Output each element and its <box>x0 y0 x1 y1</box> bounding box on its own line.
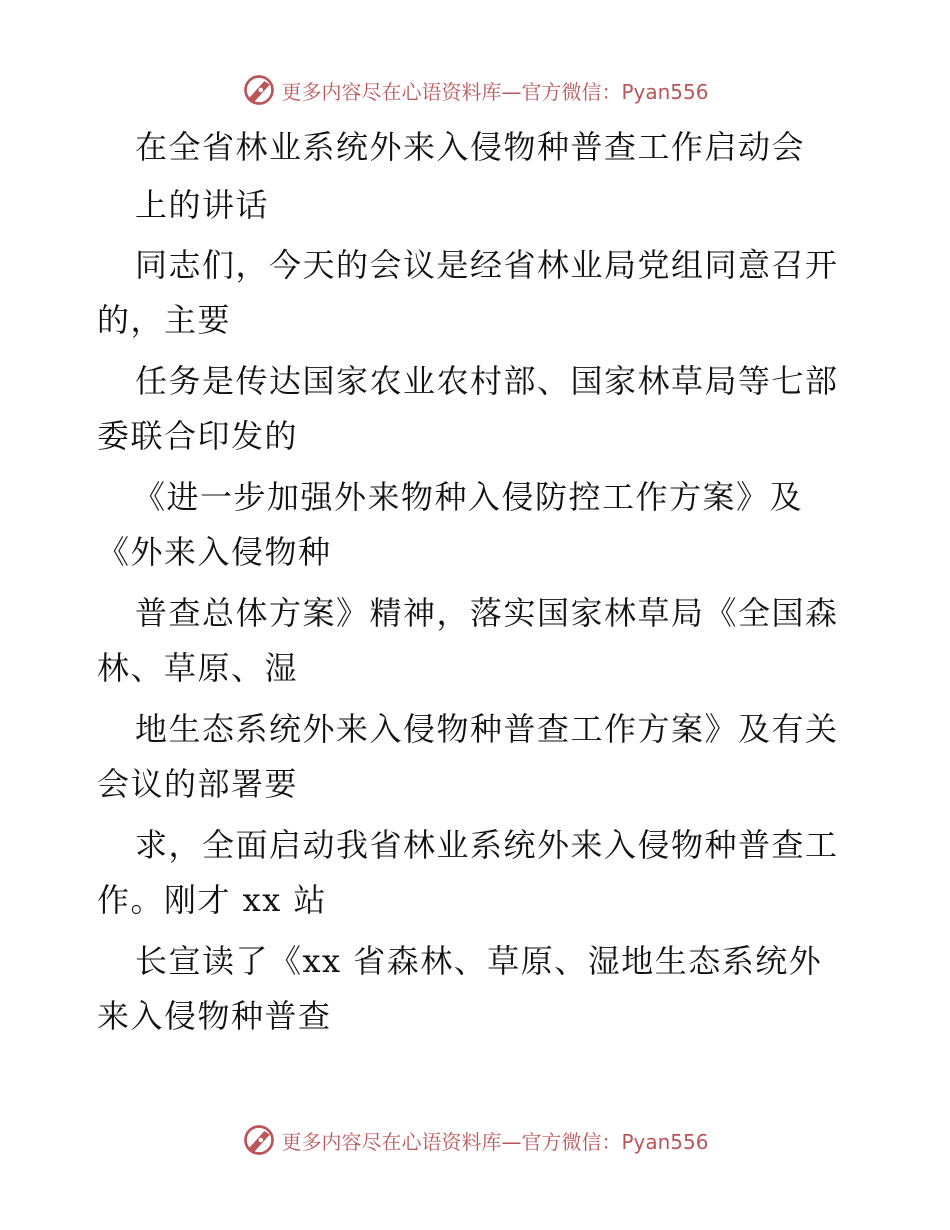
watermark-text: 更多内容尽在心语资料库—官方微信：Pyan556 <box>281 79 709 104</box>
text-line: 长宣读了《xx 省森林、草原、湿地生态系统外 <box>135 942 823 980</box>
text-line: 上的讲话 <box>135 186 270 224</box>
text-line: 林、草原、湿 <box>97 649 299 687</box>
text-line: 任务是传达国家农业农村部、国家林草局等七部 <box>135 362 839 400</box>
text-line: 在全省林业系统外来入侵物种普查工作启动会 <box>135 128 806 166</box>
footer-watermark <box>0 1120 950 1160</box>
text-line: 作。刚才 xx 站 <box>97 881 327 919</box>
watermark-text: 更多内容尽在心语资料库—官方微信：Pyan556 <box>281 1129 709 1154</box>
text-line: 《外来入侵物种 <box>97 533 332 571</box>
pen-nib-logo-icon <box>241 1122 277 1158</box>
text-line: 会议的部署要 <box>97 765 299 803</box>
text-line: 的，主要 <box>97 301 232 339</box>
text-line: 来入侵物种普查 <box>97 997 332 1035</box>
text-line: 普查总体方案》精神，落实国家林草局《全国森 <box>135 594 839 632</box>
text-line: 《进一步加强外来物种入侵防控工作方案》及 <box>133 478 804 516</box>
text-line: 求，全面启动我省林业系统外来入侵物种普查工 <box>135 826 839 864</box>
text-line: 委联合印发的 <box>97 417 299 455</box>
text-line: 地生态系统外来入侵物种普查工作方案》及有关 <box>135 710 839 748</box>
text-line: 同志们，今天的会议是经省林业局党组同意召开 <box>135 246 839 284</box>
